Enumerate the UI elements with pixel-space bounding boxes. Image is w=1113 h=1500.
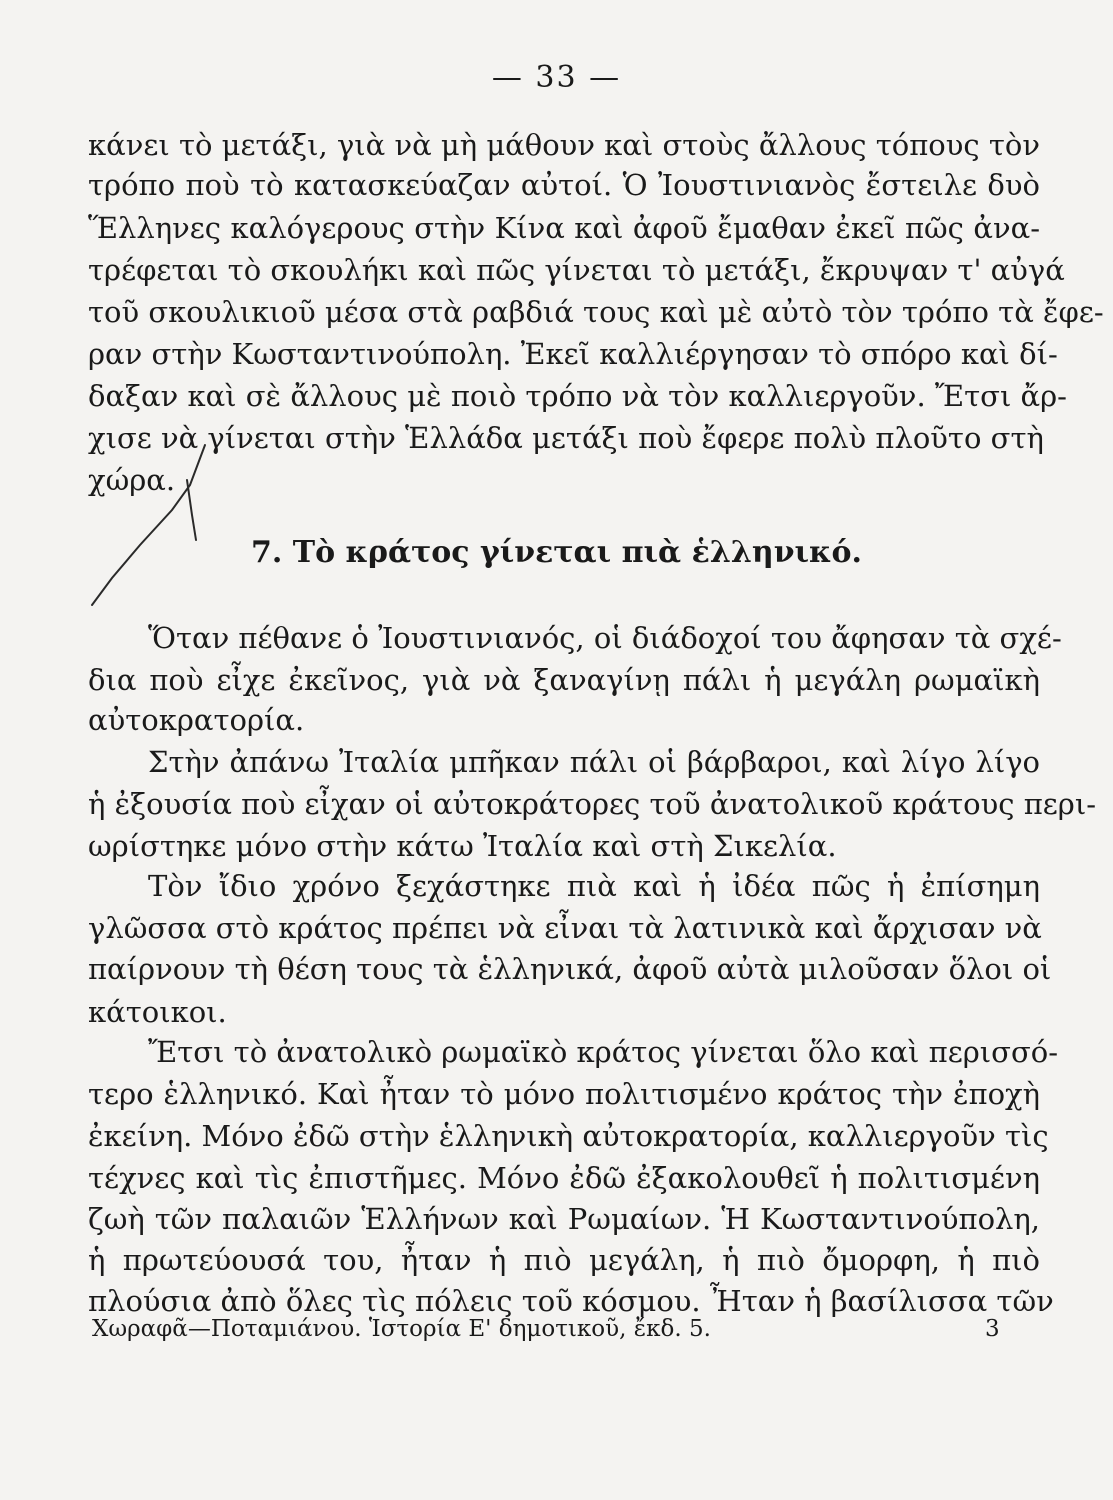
text-line: κάτοικοι. xyxy=(88,995,227,1029)
text-line: τερο ἑλληνικό. Καὶ ἦταν τὸ μόνο πολιτισμένο κράτος τὴν ἐποχὴ xyxy=(88,1077,1040,1111)
text-line: χισε νὰ γίνεται στὴν Ἑλλάδα μετάξι ποὺ ἔφερε πολὺ πλοῦτο στὴ xyxy=(88,421,1044,455)
text-line: ἡ ἐξουσία ποὺ εἶχαν οἱ αὐτοκράτορες τοῦ ἀνατολικοῦ κράτους περι- xyxy=(88,787,1096,821)
text-line: ἡ πρωτεύουσά του, ἦταν ἡ πιὸ μεγάλη, ἡ πιὸ ὄμορφη, ἡ πιὸ xyxy=(88,1243,1040,1277)
text-line: Τὸν ἴδιο χρόνο ξεχάστηκε πιὰ καὶ ἡ ἰδέα πῶς ἡ ἐπίσημη xyxy=(148,869,1040,903)
text-line: δια ποὺ εἶχε ἐκεῖνος, γιὰ νὰ ξαναγίνῃ πάλι ἡ μεγάλη ρωμαϊκὴ xyxy=(88,663,1040,697)
page-number: — 33 — xyxy=(491,60,622,95)
text-line: χώρα. xyxy=(88,463,176,497)
text-line: ζωὴ τῶν παλαιῶν Ἑλλήνων καὶ Ρωμαίων. Ἡ Κωσταντινούπολη, xyxy=(88,1202,1040,1236)
text-line: πλούσια ἀπὸ ὅλες τὶς πόλεις τοῦ κόσμου. Ἦταν ἡ βασίλισσα τῶν xyxy=(88,1284,1054,1318)
text-line: αὐτοκρατορία. xyxy=(88,703,305,737)
text-line: τέχνες καὶ τὶς ἐπιστῆμες. Μόνο ἐδῶ ἐξακολουθεῖ ἡ πολιτισμένη xyxy=(88,1161,1040,1195)
text-line: Ὅταν πέθανε ὁ Ἰουστινιανός, οἱ διάδοχοί του ἄφησαν τὰ σχέ- xyxy=(148,621,1062,655)
text-line: κάνει τὸ μετάξι, γιὰ νὰ μὴ μάθουν καὶ στοὺς ἄλλους τόπους τὸν xyxy=(88,128,1040,162)
section-heading: 7. Τὸ κράτος γίνεται πιὰ ἑλληνικό. xyxy=(251,535,862,570)
text-line: δαξαν καὶ σὲ ἄλλους μὲ ποιὸ τρόπο νὰ τὸν καλλιεργοῦν. Ἔτσι ἄρ- xyxy=(88,379,1067,413)
text-line: ραν στὴν Κωσταντινούπολη. Ἐκεῖ καλλιέργησαν τὸ σπόρο καὶ δί- xyxy=(88,337,1058,371)
text-line: τοῦ σκουλικιοῦ μέσα στὰ ραβδιά τους καὶ μὲ αὐτὸ τὸν τρόπο τὰ ἔφε- xyxy=(88,295,1104,329)
text-line: ἐκείνη. Μόνο ἐδῶ στὴν ἑλληνικὴ αὐτοκρατορία, καλλιεργοῦν τὶς xyxy=(88,1119,1049,1153)
footer-citation: Χωραφᾶ—Ποταμιάνου. Ἱστορία Ε' δημοτικοῦ, ἔκδ. 5. xyxy=(92,1316,711,1342)
text-line: τρόπο ποὺ τὸ κατασκεύαζαν αὐτοί. Ὁ Ἰουστινιανὸς ἔστειλε δυὸ xyxy=(88,168,1040,202)
text-line: γλῶσσα στὸ κράτος πρέπει νὰ εἶναι τὰ λατινικὰ καὶ ἄρχισαν νὰ xyxy=(88,911,1042,945)
text-line: τρέφεται τὸ σκουλήκι καὶ πῶς γίνεται τὸ μετάξι, ἔκρυψαν τ' αὐγά xyxy=(88,253,1065,287)
text-line: Ἕλληνες καλόγερους στὴν Κίνα καὶ ἀφοῦ ἔμαθαν ἐκεῖ πῶς ἀνα- xyxy=(88,211,1040,245)
text-line: Ἔτσι τὸ ἀνατολικὸ ρωμαϊκὸ κράτος γίνεται ὅλο καὶ περισσό- xyxy=(148,1035,1059,1069)
text-line: ωρίστηκε μόνο στὴν κάτω Ἰταλία καὶ στὴ Σικελία. xyxy=(88,829,837,863)
text-line: παίρνουν τὴ θέση τους τὰ ἑλληνικά, ἀφοῦ αὐτὰ μιλοῦσαν ὅλοι οἱ xyxy=(88,952,1052,986)
footer-signature-number: 3 xyxy=(985,1316,1000,1342)
text-line: Στὴν ἀπάνω Ἰταλία μπῆκαν πάλι οἱ βάρβαροι, καὶ λίγο λίγο xyxy=(148,745,1040,779)
